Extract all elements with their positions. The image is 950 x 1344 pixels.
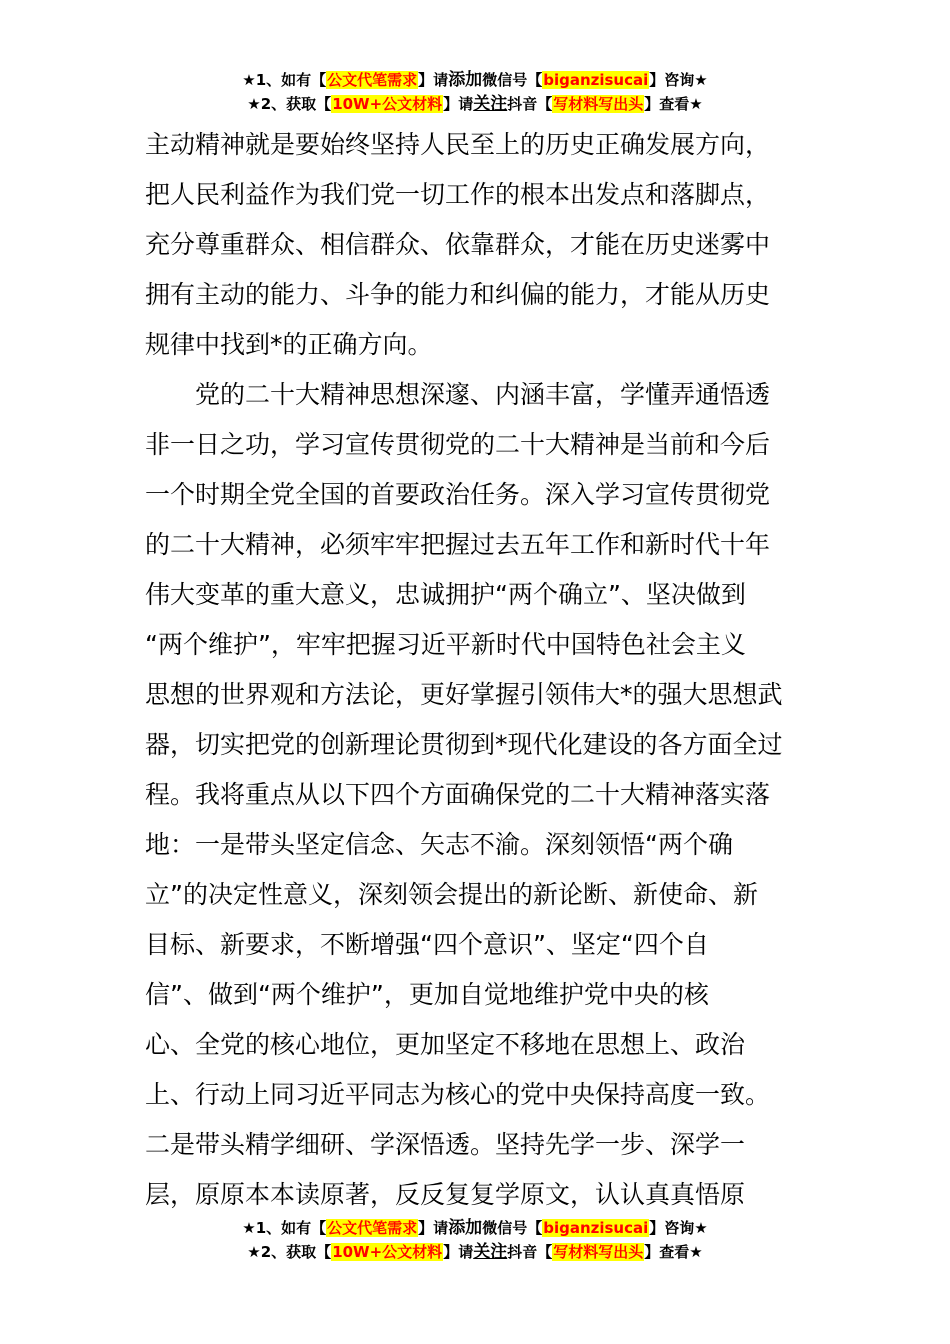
body-line: 层，原原本本读原著，反反复复学原文，认认真真悟原 bbox=[145, 1180, 746, 1209]
body-line: 程。我将重点从以下四个方面确保党的二十大精神落实落 bbox=[145, 780, 771, 809]
banner-text: 】请 bbox=[443, 1243, 474, 1261]
banner-line-2 bbox=[0, 1240, 950, 1264]
body-line: 立”的决定性意义，深刻领会提出的新论断、新使命、新 bbox=[145, 880, 758, 909]
banner-text: ★2、获取【 bbox=[247, 1243, 332, 1261]
banner-text: 关注 bbox=[473, 94, 508, 114]
banner-text: 】查看★ bbox=[644, 95, 703, 113]
banner-highlight: 10W+公文材料 bbox=[332, 1243, 443, 1261]
banner-highlight: 10W+公文材料 bbox=[332, 95, 443, 113]
document-body bbox=[145, 120, 810, 1220]
body-line: 规律中找到*的正确方向。 bbox=[145, 330, 433, 359]
banner-text: 】查看★ bbox=[644, 1243, 703, 1261]
body-line: 心、全党的核心地位，更加坚定不移地在思想上、政治 bbox=[145, 1030, 746, 1059]
banner-text: 抖音【 bbox=[507, 95, 553, 113]
body-line: “两个维护”，牢牢把握习近平新时代中国特色社会主义 bbox=[145, 630, 746, 659]
banner-text: 】咨询★ bbox=[649, 71, 708, 89]
banner-highlight: biganzisucai bbox=[543, 71, 649, 89]
banner-highlight: 公文代笔需求 bbox=[327, 71, 418, 89]
body-line: 器，切实把党的创新理论贯彻到*现代化建设的各方面全过 bbox=[145, 730, 783, 759]
header-banner bbox=[0, 68, 950, 116]
banner-line-1 bbox=[0, 1216, 950, 1240]
body-line: 充分尊重群众、相信群众、依靠群众，才能在历史迷雾中 bbox=[145, 230, 771, 259]
banner-text: ★2、获取【 bbox=[247, 95, 332, 113]
body-line: 主动精神就是要始终坚持人民至上的历史正确发展方向， bbox=[145, 130, 771, 159]
body-line: 上、行动上同习近平同志为核心的党中央保持高度一致。 bbox=[145, 1080, 771, 1109]
banner-line-2 bbox=[0, 92, 950, 116]
body-line: 伟大变革的重大意义，忠诚拥护“两个确立”、坚决做到 bbox=[145, 580, 746, 609]
body-line: 党的二十大精神思想深邃、内涵丰富，学懂弄通悟透 bbox=[195, 380, 771, 409]
banner-text: 添加 bbox=[448, 1218, 483, 1238]
banner-text: 】请 bbox=[418, 1219, 449, 1237]
body-line: 一个时期全党全国的首要政治任务。深入学习宣传贯彻党 bbox=[145, 480, 771, 509]
body-line: 的二十大精神，必须牢牢把握过去五年工作和新时代十年 bbox=[145, 530, 771, 559]
body-line: 二是带头精学细研、学深悟透。坚持先学一步、深学一 bbox=[145, 1130, 746, 1159]
banner-text: 】请 bbox=[443, 95, 474, 113]
banner-highlight: 公文代笔需求 bbox=[327, 1219, 418, 1237]
footer-banner bbox=[0, 1216, 950, 1264]
banner-text: 】咨询★ bbox=[649, 1219, 708, 1237]
banner-text: 关注 bbox=[473, 1242, 508, 1262]
body-line: 非一日之功，学习宣传贯彻党的二十大精神是当前和今后 bbox=[145, 430, 771, 459]
banner-text: 微信号【 bbox=[482, 71, 543, 89]
banner-text: 添加 bbox=[448, 70, 483, 90]
body-line: 拥有主动的能力、斗争的能力和纠偏的能力，才能从历史 bbox=[145, 280, 771, 309]
banner-text: ★1、如有【 bbox=[242, 1219, 327, 1237]
body-line: 思想的世界观和方法论，更好掌握引领伟大*的强大思想武 bbox=[145, 680, 783, 709]
body-line: 把人民利益作为我们党一切工作的根本出发点和落脚点， bbox=[145, 180, 771, 209]
body-line: 地：一是带头坚定信念、矢志不渝。深刻领悟“两个确 bbox=[145, 830, 733, 859]
banner-text: ★1、如有【 bbox=[242, 71, 327, 89]
banner-line-1 bbox=[0, 68, 950, 92]
body-line: 目标、新要求，不断增强“四个意识”、坚定“四个自 bbox=[145, 930, 709, 959]
banner-text: 】请 bbox=[418, 71, 449, 89]
banner-text: 抖音【 bbox=[507, 1243, 553, 1261]
banner-highlight: 写材料写出头 bbox=[553, 95, 644, 113]
banner-highlight: biganzisucai bbox=[543, 1219, 649, 1237]
banner-text: 微信号【 bbox=[482, 1219, 543, 1237]
body-line: 信”、做到“两个维护”，更加自觉地维护党中央的核 bbox=[145, 980, 709, 1009]
banner-highlight: 写材料写出头 bbox=[553, 1243, 644, 1261]
